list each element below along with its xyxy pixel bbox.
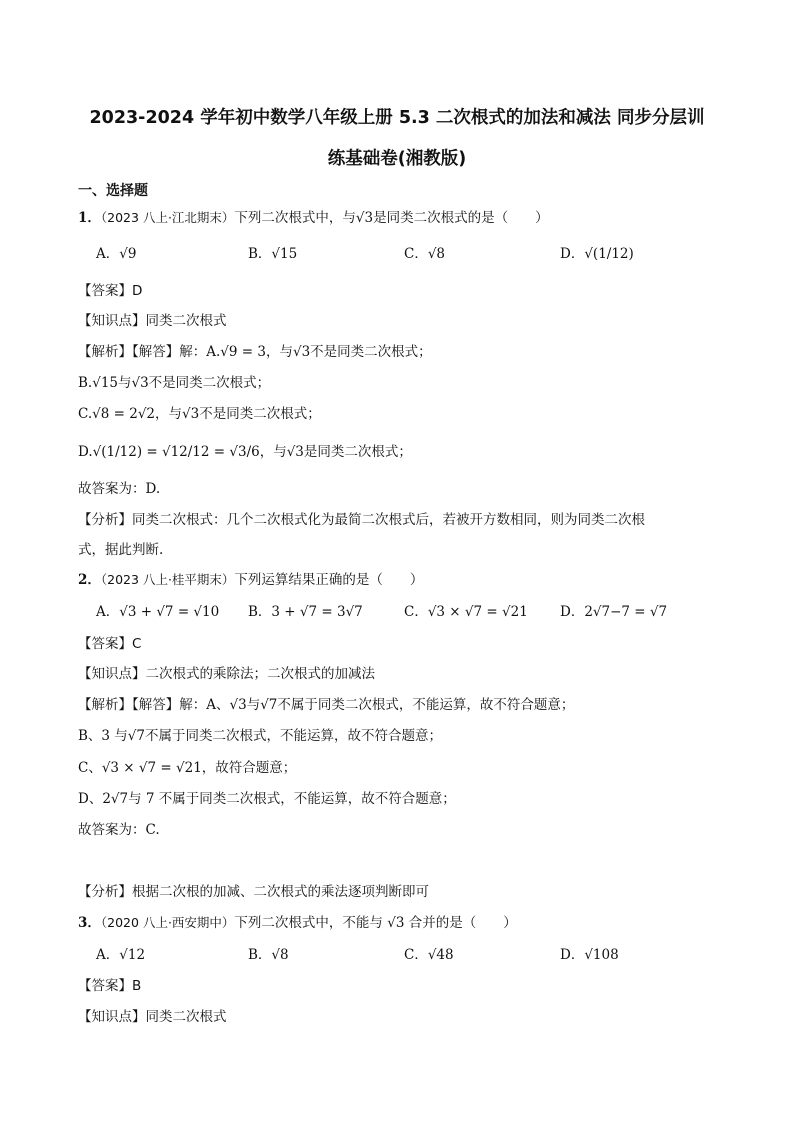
question-source: （2020 八上·西安期中）	[100, 915, 235, 930]
analysis-line: C、√3 × √7 = √21，故符合题意；	[78, 760, 297, 776]
question-2-stem	[78, 570, 423, 590]
question-3-stem	[78, 913, 517, 933]
question-source: （2023 八上·江北期末）	[100, 210, 235, 225]
option-c: C．√3 × √7 = √21	[404, 604, 528, 620]
analysis-line: B、3 与√7不属于同类二次根式，不能运算，故不符合题意；	[78, 728, 442, 744]
option-b: B．3 + √7 = 3√7	[248, 604, 363, 620]
document-title-line-1: 2023-2024 学年初中数学八年级上册 5.3 二次根式的加法和减法 同步分层训	[89, 108, 705, 128]
option-a: A．√3 + √7 = √10	[96, 604, 220, 620]
analysis-line: B.√15与√3不是同类二次根式；	[78, 375, 271, 391]
question-1-stem	[78, 208, 549, 228]
question-text: 下列运算结果正确的是（ ）	[234, 572, 424, 588]
knowledge-point: 【知识点】二次根式的乘除法；二次根式的加减法	[78, 666, 375, 682]
option-d: D．√(1/12)	[560, 246, 634, 262]
option-d: D．2√7−7 = √7	[560, 604, 668, 620]
fenxi-line: 式，据此判断.	[78, 542, 164, 558]
option-a: A．√12	[96, 947, 146, 963]
fenxi-line: 【分析】同类二次根式：几个二次根式化为最简二次根式后，若被开方数相同，则为同类二次根	[78, 512, 645, 528]
analysis-line: C.√8 = 2√2，与√3不是同类二次根式；	[78, 406, 321, 422]
option-b: B．√15	[248, 246, 298, 262]
option-b: B．√8	[248, 947, 289, 963]
option-c: C．√8	[404, 246, 446, 262]
section-heading: 一、选择题	[78, 183, 148, 199]
analysis-line: 故答案为：D.	[78, 481, 161, 497]
analysis-line: 故答案为：C.	[78, 822, 160, 838]
option-a: A．√9	[96, 246, 137, 262]
question-number: 2．	[78, 572, 101, 588]
knowledge-point: 【知识点】同类二次根式	[78, 1009, 227, 1025]
question-number: 3．	[78, 915, 101, 931]
question-number: 1．	[78, 210, 101, 226]
analysis-line: 【解析】【解答】解：A.√9 = 3，与√3不是同类二次根式；	[78, 344, 432, 360]
question-text: 下列二次根式中，不能与 √3 合并的是（ ）	[234, 915, 517, 931]
document-title-line-2: 练基础卷(湘教版)	[327, 149, 467, 169]
answer: 【答案】C	[78, 636, 142, 652]
analysis-line: 【解析】【解答】解：A、√3与√7不属于同类二次根式，不能运算，故不符合题意；	[78, 697, 575, 713]
knowledge-point: 【知识点】同类二次根式	[78, 313, 227, 329]
question-text: 下列二次根式中，与√3是同类二次根式的是（ ）	[234, 210, 549, 226]
option-d: D．√108	[560, 947, 619, 963]
analysis-line: D.√(1/12) = √12/12 = √3/6，与√3是同类二次根式；	[78, 444, 412, 460]
answer: 【答案】B	[78, 978, 142, 994]
fenxi-line: 【分析】根据二次根的加减、二次根式的乘法逐项判断即可	[78, 884, 429, 900]
option-c: C．√48	[404, 947, 454, 963]
analysis-line: D、2√7与 7 不属于同类二次根式，不能运算，故不符合题意；	[78, 791, 456, 807]
question-source: （2023 八上·桂平期末）	[100, 572, 235, 587]
answer: 【答案】D	[78, 283, 143, 299]
